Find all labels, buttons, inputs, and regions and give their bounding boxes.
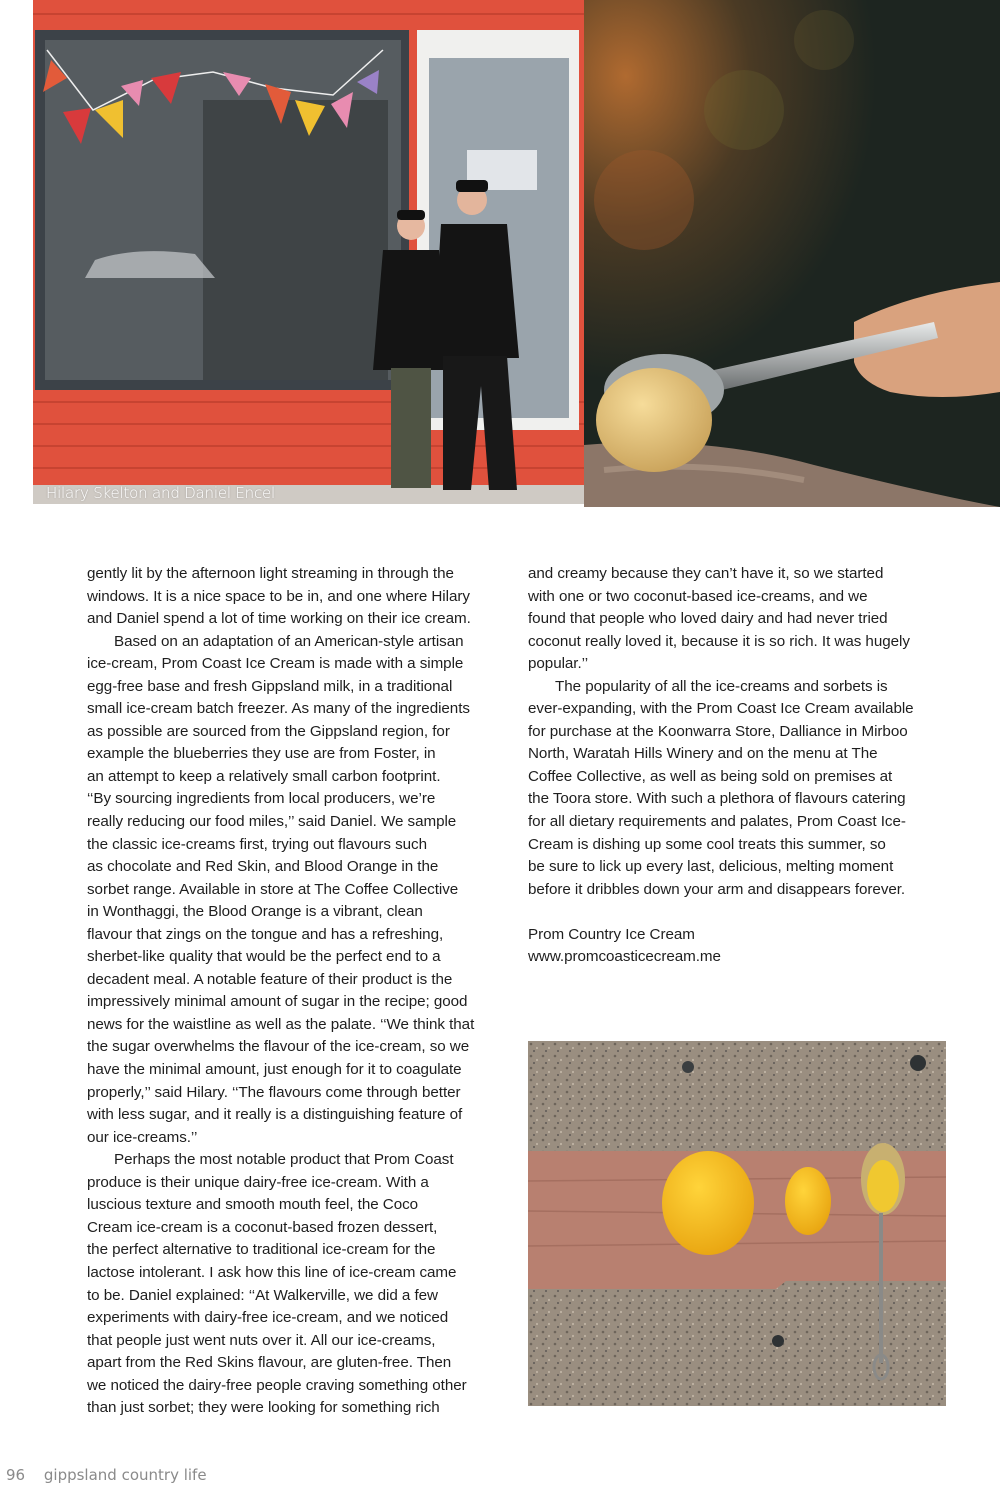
article-line: flavour that zings on the tongue and has a refreshing, <box>87 925 444 943</box>
article-line: an attempt to keep a relatively small carbon footprint. <box>87 767 441 785</box>
article-line: as chocolate and Red Skin, and Blood Orange in the <box>87 858 439 876</box>
article-line: found that people who loved dairy and had never tried <box>528 610 888 628</box>
article-line: decadent meal. A notable feature of their product is the <box>87 970 453 988</box>
article-line: have the minimal amount, just enough for it to coagulate <box>87 1061 462 1079</box>
article-line: for all dietary requirements and palates, Prom Coast Ice- <box>528 813 906 831</box>
article-line: with less sugar, and it really is a distinguishing feature of <box>87 1106 463 1124</box>
article-line: North, Waratah Hills Winery and on the menu at The <box>528 745 878 763</box>
article-line: news for the waistline as well as the palate. ‘‘We think that <box>87 1015 475 1033</box>
article-line: ‘‘By sourcing ingredients from local producers, we’re <box>87 790 436 808</box>
article-line: with one or two coconut-based ice-creams, and we <box>528 587 868 605</box>
photo-shopfront <box>33 0 584 504</box>
article-line: our ice-creams.’’ <box>87 1128 198 1146</box>
photo-caption: Hilary Skelton and Daniel Encel <box>46 484 276 502</box>
article-line: before it dribbles down your arm and disappears forever. <box>528 880 906 898</box>
article-line: popular.’’ <box>528 655 589 673</box>
spacer <box>528 901 953 924</box>
article-line: example the blueberries they use are from Foster, in <box>87 745 436 763</box>
page-footer <box>6 1466 207 1484</box>
article-line: Perhaps the most notable product that Prom Coast <box>114 1151 454 1169</box>
contact-website[interactable]: www.promcoasticecream.me <box>528 948 721 966</box>
contact-name: Prom Country Ice Cream <box>528 925 695 943</box>
article-line: we noticed the dairy-free people craving something other <box>87 1376 467 1394</box>
article-line: the classic ice-creams first, trying out flavours such <box>87 835 427 853</box>
shopfront-illustration <box>33 0 584 504</box>
article-line: small ice-cream batch freezer. As many of the ingredients <box>87 700 470 718</box>
article-line: the sugar overwhelms the flavour of the ice-cream, so we <box>87 1038 470 1056</box>
sorbet-illustration <box>528 1041 946 1406</box>
article-line: impressively minimal amount of sugar in the recipe; good <box>87 993 468 1011</box>
article-line: and Daniel spend a lot of time working on their ice cream. <box>87 610 471 628</box>
article-line: gently lit by the afternoon light streaming in through the <box>87 565 454 582</box>
article-line: in Wonthaggi, the Blood Orange is a vibrant, clean <box>87 903 423 921</box>
article-line: the perfect alternative to traditional ice-cream for the <box>87 1241 436 1259</box>
article-line: and creamy because they can’t have it, so we started <box>528 565 884 582</box>
article-line: coconut really loved it, because it is so rich. It was hugely <box>528 632 910 650</box>
article-line: sherbet-like quality that would be the perfect end to a <box>87 948 441 966</box>
article-line: than just sorbet; they were looking for something rich <box>87 1399 440 1417</box>
page-number: 96 <box>6 1466 26 1484</box>
ice-cream-scoop-illustration <box>584 0 1000 507</box>
article-line: ice-cream, Prom Coast Ice Cream is made with a simple <box>87 655 464 673</box>
article-line: ever-expanding, with the Prom Coast Ice Cream available <box>528 700 914 718</box>
article-line: experiments with dairy-free ice-cream, and we noticed <box>87 1309 449 1327</box>
article-line: windows. It is a nice space to be in, and one where Hilary <box>87 587 470 605</box>
article-line: for purchase at the Koonwarra Store, Dalliance in Mirboo <box>528 722 908 740</box>
article-line: Cream is dishing up some cool treats this summer, so <box>528 835 886 853</box>
article-line: the Toora store. With such a plethora of flavours catering <box>528 790 906 808</box>
article-column-right <box>528 563 953 969</box>
article-line: Based on an adaptation of an American-style artisan <box>114 632 464 650</box>
article-line: that people just went nuts over it. All our ice-creams, <box>87 1331 436 1349</box>
article-line: really reducing our food miles,’’ said Daniel. We sample <box>87 813 457 831</box>
article-line: Cream ice-cream is a coconut-based frozen dessert, <box>87 1218 438 1236</box>
article-line: The popularity of all the ice-creams and sorbets is <box>555 677 888 695</box>
article-line: produce is their unique dairy-free ice-cream. With a <box>87 1173 429 1191</box>
article-line: egg-free base and fresh Gippsland milk, in a traditional <box>87 677 453 695</box>
article-line: as possible are sourced from the Gippsland region, for <box>87 722 450 740</box>
article-line: be sure to lick up every last, delicious, melting moment <box>528 858 894 876</box>
article-line: sorbet range. Available in store at The Coffee Collective <box>87 880 459 898</box>
article-line: Coffee Collective, as well as being sold on premises at <box>528 767 893 785</box>
article-column-right-body <box>528 563 953 901</box>
publication-name: gippsland country life <box>43 1466 207 1484</box>
article-line: to be. Daniel explained: ‘‘At Walkerville, we did a few <box>87 1286 438 1304</box>
photo-ice-cream-scoop <box>584 0 1000 507</box>
article-line: apart from the Red Skins flavour, are gluten-free. Then <box>87 1354 452 1372</box>
article-line: luscious texture and smooth mouth feel, the Coco <box>87 1196 419 1214</box>
article-line: properly,’’ said Hilary. ‘‘The flavours come through better <box>87 1083 461 1101</box>
article-column-left <box>87 563 512 1420</box>
article-line: lactose intolerant. I ask how this line of ice-cream came <box>87 1263 457 1281</box>
photo-sorbet-on-wood <box>528 1041 946 1406</box>
